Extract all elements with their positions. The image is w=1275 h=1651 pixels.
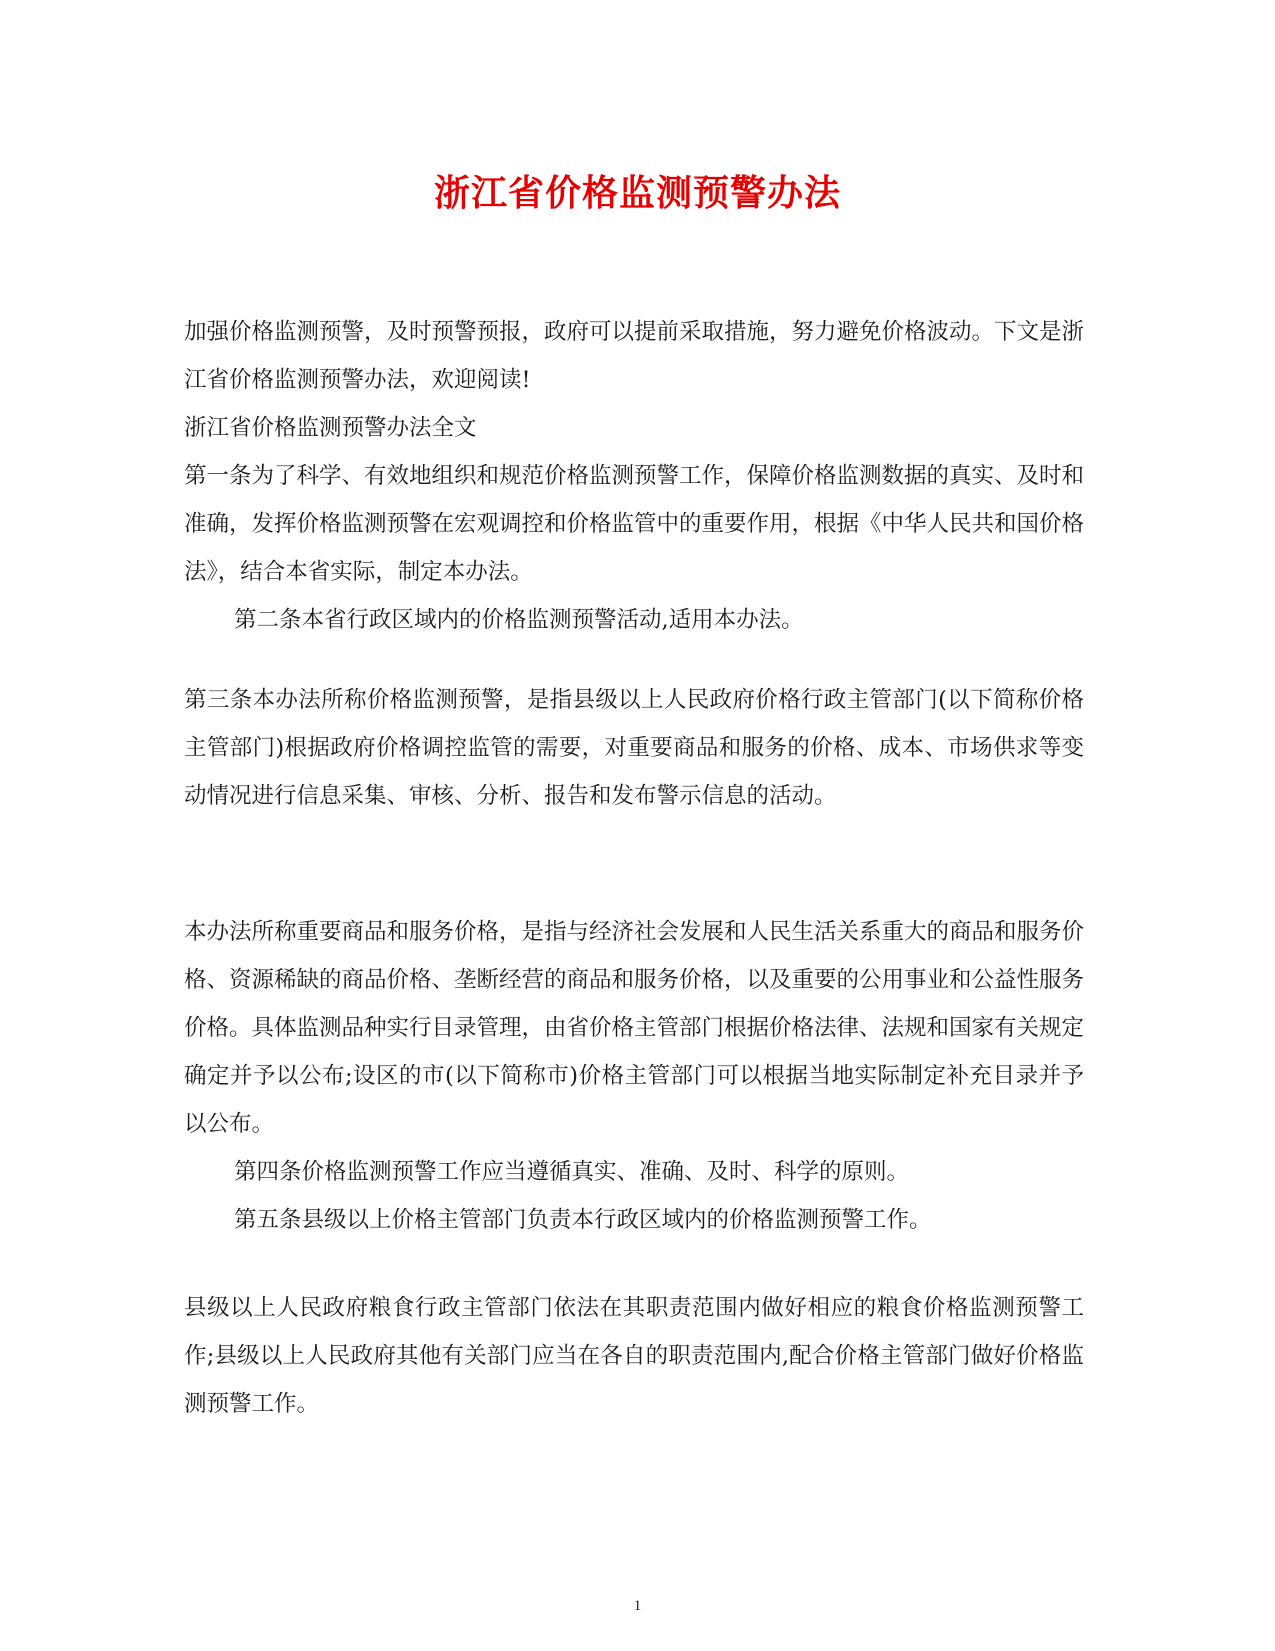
paragraph-article-5: 第五条县级以上价格主管部门负责本行政区域内的价格监测预警工作。 bbox=[234, 1207, 932, 1233]
paragraph-fulltext-heading: 浙江省价格监测预警办法全文 bbox=[184, 415, 477, 441]
paragraph-article-4: 第四条价格监测预警工作应当遵循真实、准确、及时、科学的原则。 bbox=[234, 1159, 910, 1185]
paragraph-intro: 加强价格监测预警，及时预警预报，政府可以提前采取措施，努力避免价格波动。下文是浙江省价格监测预警办法，欢迎阅读! bbox=[184, 319, 1085, 393]
document-body bbox=[184, 308, 1084, 644]
document-title: 浙江省价格监测预警办法 bbox=[433, 172, 841, 214]
paragraph-article-2: 第二条本省行政区域内的价格监测预警活动,适用本办法。 bbox=[234, 607, 804, 633]
page-number: 1 bbox=[633, 1598, 642, 1614]
document-body-article-3-cont bbox=[184, 908, 1084, 1244]
paragraph-important-goods: 本办法所称重要商品和服务价格，是指与经济社会发展和人民生活关系重大的商品和服务价格、资源稀缺的商品价格、垄断经营的商品和服务价格，以及重要的公用事业和公益性服务价格。具体监测品种实行目录管理，由省价格主管部门根据价格法律、法规和国家有关规定确定并予以公布;设区的市(以下简称市)价格主管部门可以根据当地实际制定补充目录并予以公布。 bbox=[184, 919, 1085, 1137]
paragraph-article-1: 第一条为了科学、有效地组织和规范价格监测预警工作，保障价格监测数据的真实、及时和准确，发挥价格监测预警在宏观调控和价格监管中的重要作用，根据《中华人民共和国价格法》，结合本省实际，制定本办法。 bbox=[184, 463, 1085, 585]
paragraph-grain-departments: 县级以上人民政府粮食行政主管部门依法在其职责范围内做好相应的粮食价格监测预警工作;县级以上人民政府其他有关部门应当在各自的职责范围内,配合价格主管部门做好价格监测预警工作。 bbox=[184, 1295, 1084, 1417]
document-body-article-5-cont bbox=[184, 1284, 1084, 1428]
paragraph-article-3: 第三条本办法所称价格监测预警，是指县级以上人民政府价格行政主管部门(以下简称价格主管部门)根据政府价格调控监管的需要，对重要商品和服务的价格、成本、市场供求等变动情况进行信息采集、审核、分析、报告和发布警示信息的活动。 bbox=[184, 687, 1084, 809]
document-body-article-3 bbox=[184, 676, 1084, 820]
